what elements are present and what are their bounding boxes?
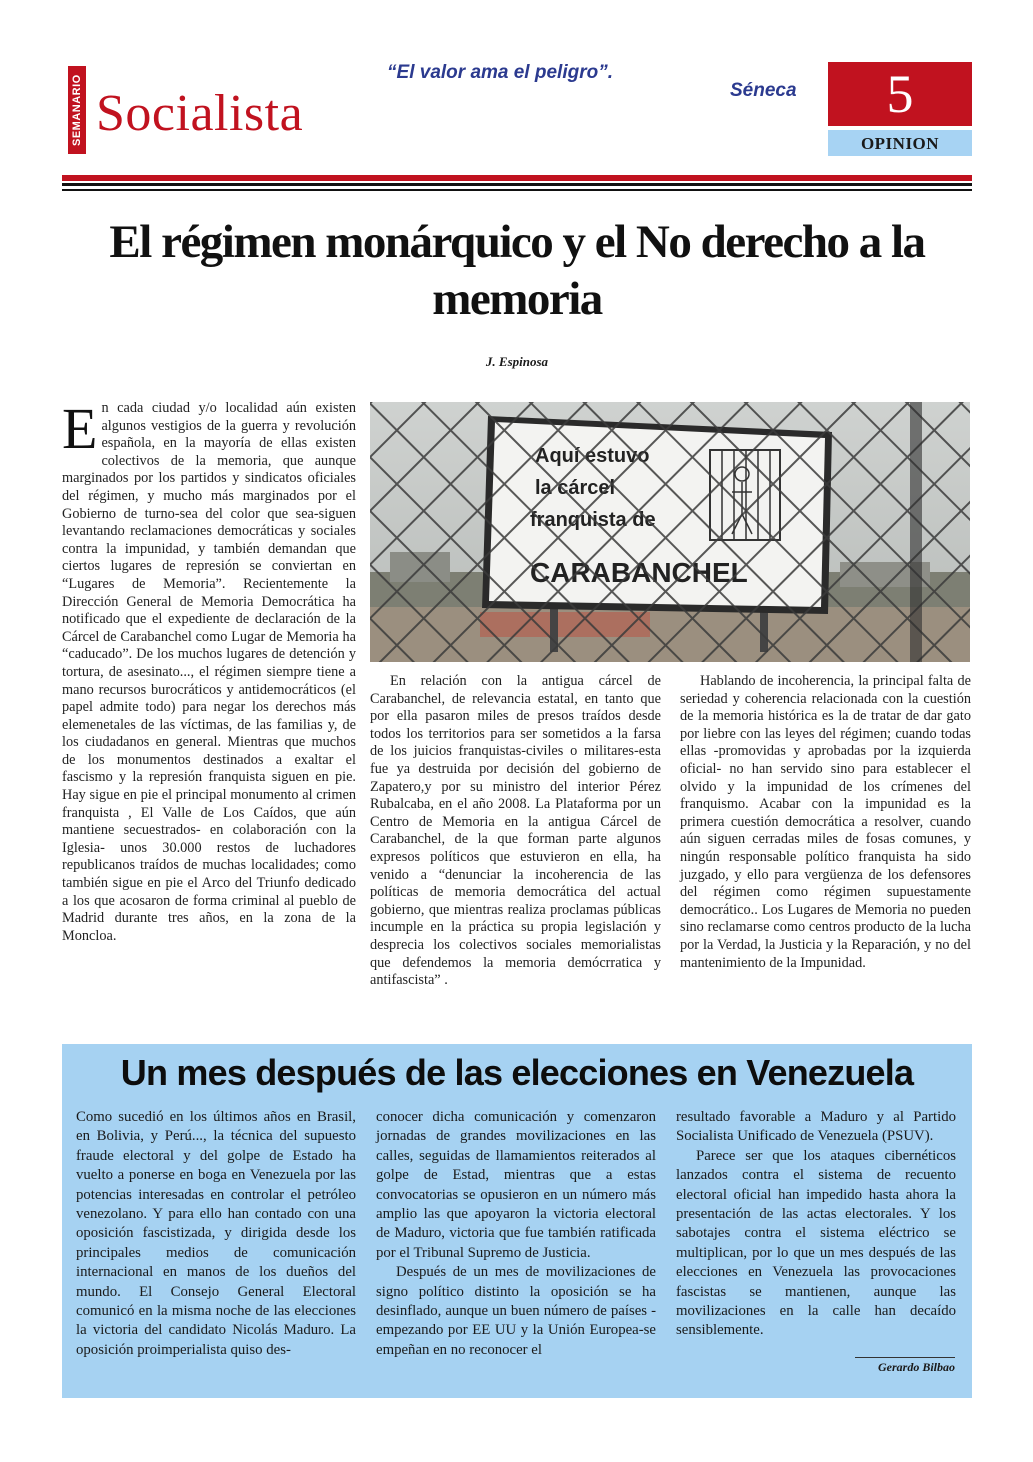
box-signature: Gerardo Bilbao — [877, 1360, 955, 1374]
masthead-rule-black-thin — [62, 189, 972, 191]
photo-illustration — [370, 402, 970, 662]
box-title: Un mes después de las elecciones en Venezuela — [120, 1052, 914, 1093]
box-col3-para-1: resultado favorable a Maduro y al Partido Socialista Unificado de Venezuela (PSUV). — [676, 1109, 956, 1145]
signature-rule — [855, 1357, 955, 1358]
box-col3-para-2: Parece ser que los ataques cibernéticos lanzados contra el sistema de recuento electoral oficial han impedido hasta ahora la presentación de las actas electorales. Y los sabotajes contra el sistema eléctrico se multiplican, por lo que un mes después de las elecciones en Venezuela las provocaciones fascistas se mantienen, aunque las movilizaciones en la calle han decaído sensiblemente. — [676, 1147, 956, 1339]
drop-cap: E — [62, 396, 98, 461]
carabanchel-photo — [370, 402, 970, 662]
box-col2-para-2: Después de un mes de movilizaciones de signo político distinto la oposición se ha desinflado, aunque un buen número de países -empezando por EE UU y la Unión Europea-se empeñan en no reconocer el — [376, 1264, 656, 1358]
article-byline: J. Espinosa — [485, 354, 549, 369]
semanario-label: SEMANARIO — [68, 66, 86, 154]
box-col2-para-1: conocer dicha comunicación y comenzaron jornadas de grandes movilizaciones en las calles, seguidas de llamamientos reiterados al golpe de Estad, mientras que a estas convocatorias se opusieron en un número más amplio las que apoyaron la victoria electoral de Maduro, victoria que fue también ratificada por el Tribunal Supremo de Justicia. — [376, 1109, 656, 1261]
article-col1-text: n cada ciudad y/o localidad aún existen algunos vestigios de la guerra y revolución española, en la mayoría de ellas existen colectivos de la memoria, que aunque marginados por los partidos y sindicatos oficiales del régimen, y mucho más marginados por el Gobierno de turno-sea del color que sea-siguen levantando reclamaciones democráticas y sociales contra la impunidad, y también demandan que ciertos lugares de represión se conviertan en “Lugares de Memoria”. Recientemente la Dirección General de Memoria Democrática ha notificado que el expediente de declaración de la Cárcel de Carabanchel como Lugar de Memoria ha “caducado”. De los muchos lugares de detención y tortura, de asesinato..., el régimen siempre tiene a mano recursos burocráticos y antidemocráticos (el papel admite todo) para negar los derechos más elemenetales de las víctimas, de las familias y, de los ciudadanos en general. Mientras que muchos de los monumentos destinados a exaltar el fascismo y la represión franquista siguen en pie. Hay sigue en pie el principal monumento al crimen franquista , El Valle de Los Caídos, que aún mantiene secuestrados- en colaboración con la Iglesia- unos 30.000 restos de luchadores republicanos traídos de muchas localidades; como también sigue en pie el Arco del Triunfo dedicado a los que acosaron de forma criminal al pueblo de Madrid durante tres años, en la zona de la Moncloa. — [62, 400, 356, 944]
masthead-quote: “El valor ama el peligro”. — [387, 62, 613, 83]
article-column-3 — [680, 673, 971, 972]
box-col1-text: Como sucedió en los últimos años en Brasil, en Bolivia, y Perú..., la técnica del supuesto fraude electoral y del golpe de Estado ha vuelto a ponerse en boga en Venezuela por las potencias interesadas en controlar el petróleo venezolano. Y para ello han contado con una oposición fascistizada, y dirigida desde los principales medios de comunicación internacional en manos de los dueños del mundo. El Consejo General Electoral comunicó en la misma noche de las elecciones la victoria del candidato Nicolás Maduro. La oposición proimperialista quiso des- — [76, 1109, 356, 1358]
section-label: OPINION — [828, 130, 972, 156]
article-col3-text: Hablando de incoherencia, la principal falta de seriedad y coherencia relacionada con la cuestión de la memoria histórica es la de tratar de dar gato por liebre con las leyes del régimen; cuando todas ellas -promovidas y aprobadas por la izquierda oficial- no han servido sino para establecer el olvido y la impunidad de los crímenes del franquismo. Acabar con la impunidad es la primera cuestión democrática a resolver, cuando aún siguen cerradas miles de fosas comunes, y ningún responsable político franquista ha sido juzgado, y ello para vergüenza de los defensores del régimen como régimen supuestamente democrático.. Los Lugares de Memoria no pueden sino reclamarse como centros producto de la lucha por la Verdad, la Justicia y la Reparación, y no del mantenimiento de la Impunidad. — [680, 673, 971, 971]
box-column-1 — [76, 1108, 356, 1360]
box-column-3 — [676, 1108, 956, 1341]
article-col2-text: En relación con la antigua cárcel de Carabanchel, de relevancia estatal, en tanto que por ella pasaron miles de presos traídos desde todos los territorios para ser sometidos a la farsa de los juicios franquistas-civiles o militares-esta fue ya destruida por decisión del gobierno de Zapatero,y por su ministro del interior Pérez Rubalcaba, en el año 2008. La Plataforma por un Centro de Memoria en la antigua Cárcel de Carabanchel, de la que forman parte algunos expresos políticos que estuvieron en ella, ha venido a “denunciar la incoherencia de las políticas de memoria democrática del actual gobierno, que mientras realiza proclamas públicas incumple en la práctica su propia legislación y desprecia los colectivos sociales memorialistas que defendemos la memoria demócrratica y antifascista” . — [370, 673, 661, 989]
masthead-rule-red — [62, 175, 972, 181]
quote-author: Séneca — [730, 80, 797, 101]
article-column-1 — [62, 396, 356, 945]
page-number: 5 — [828, 62, 972, 126]
newspaper-name: Socialista — [96, 85, 304, 142]
article-column-2 — [370, 673, 661, 990]
article-headline: El régimen monárquico y el No derecho a la memoria — [109, 216, 925, 325]
masthead-rule-black — [62, 183, 972, 186]
box-column-2 — [376, 1108, 656, 1360]
